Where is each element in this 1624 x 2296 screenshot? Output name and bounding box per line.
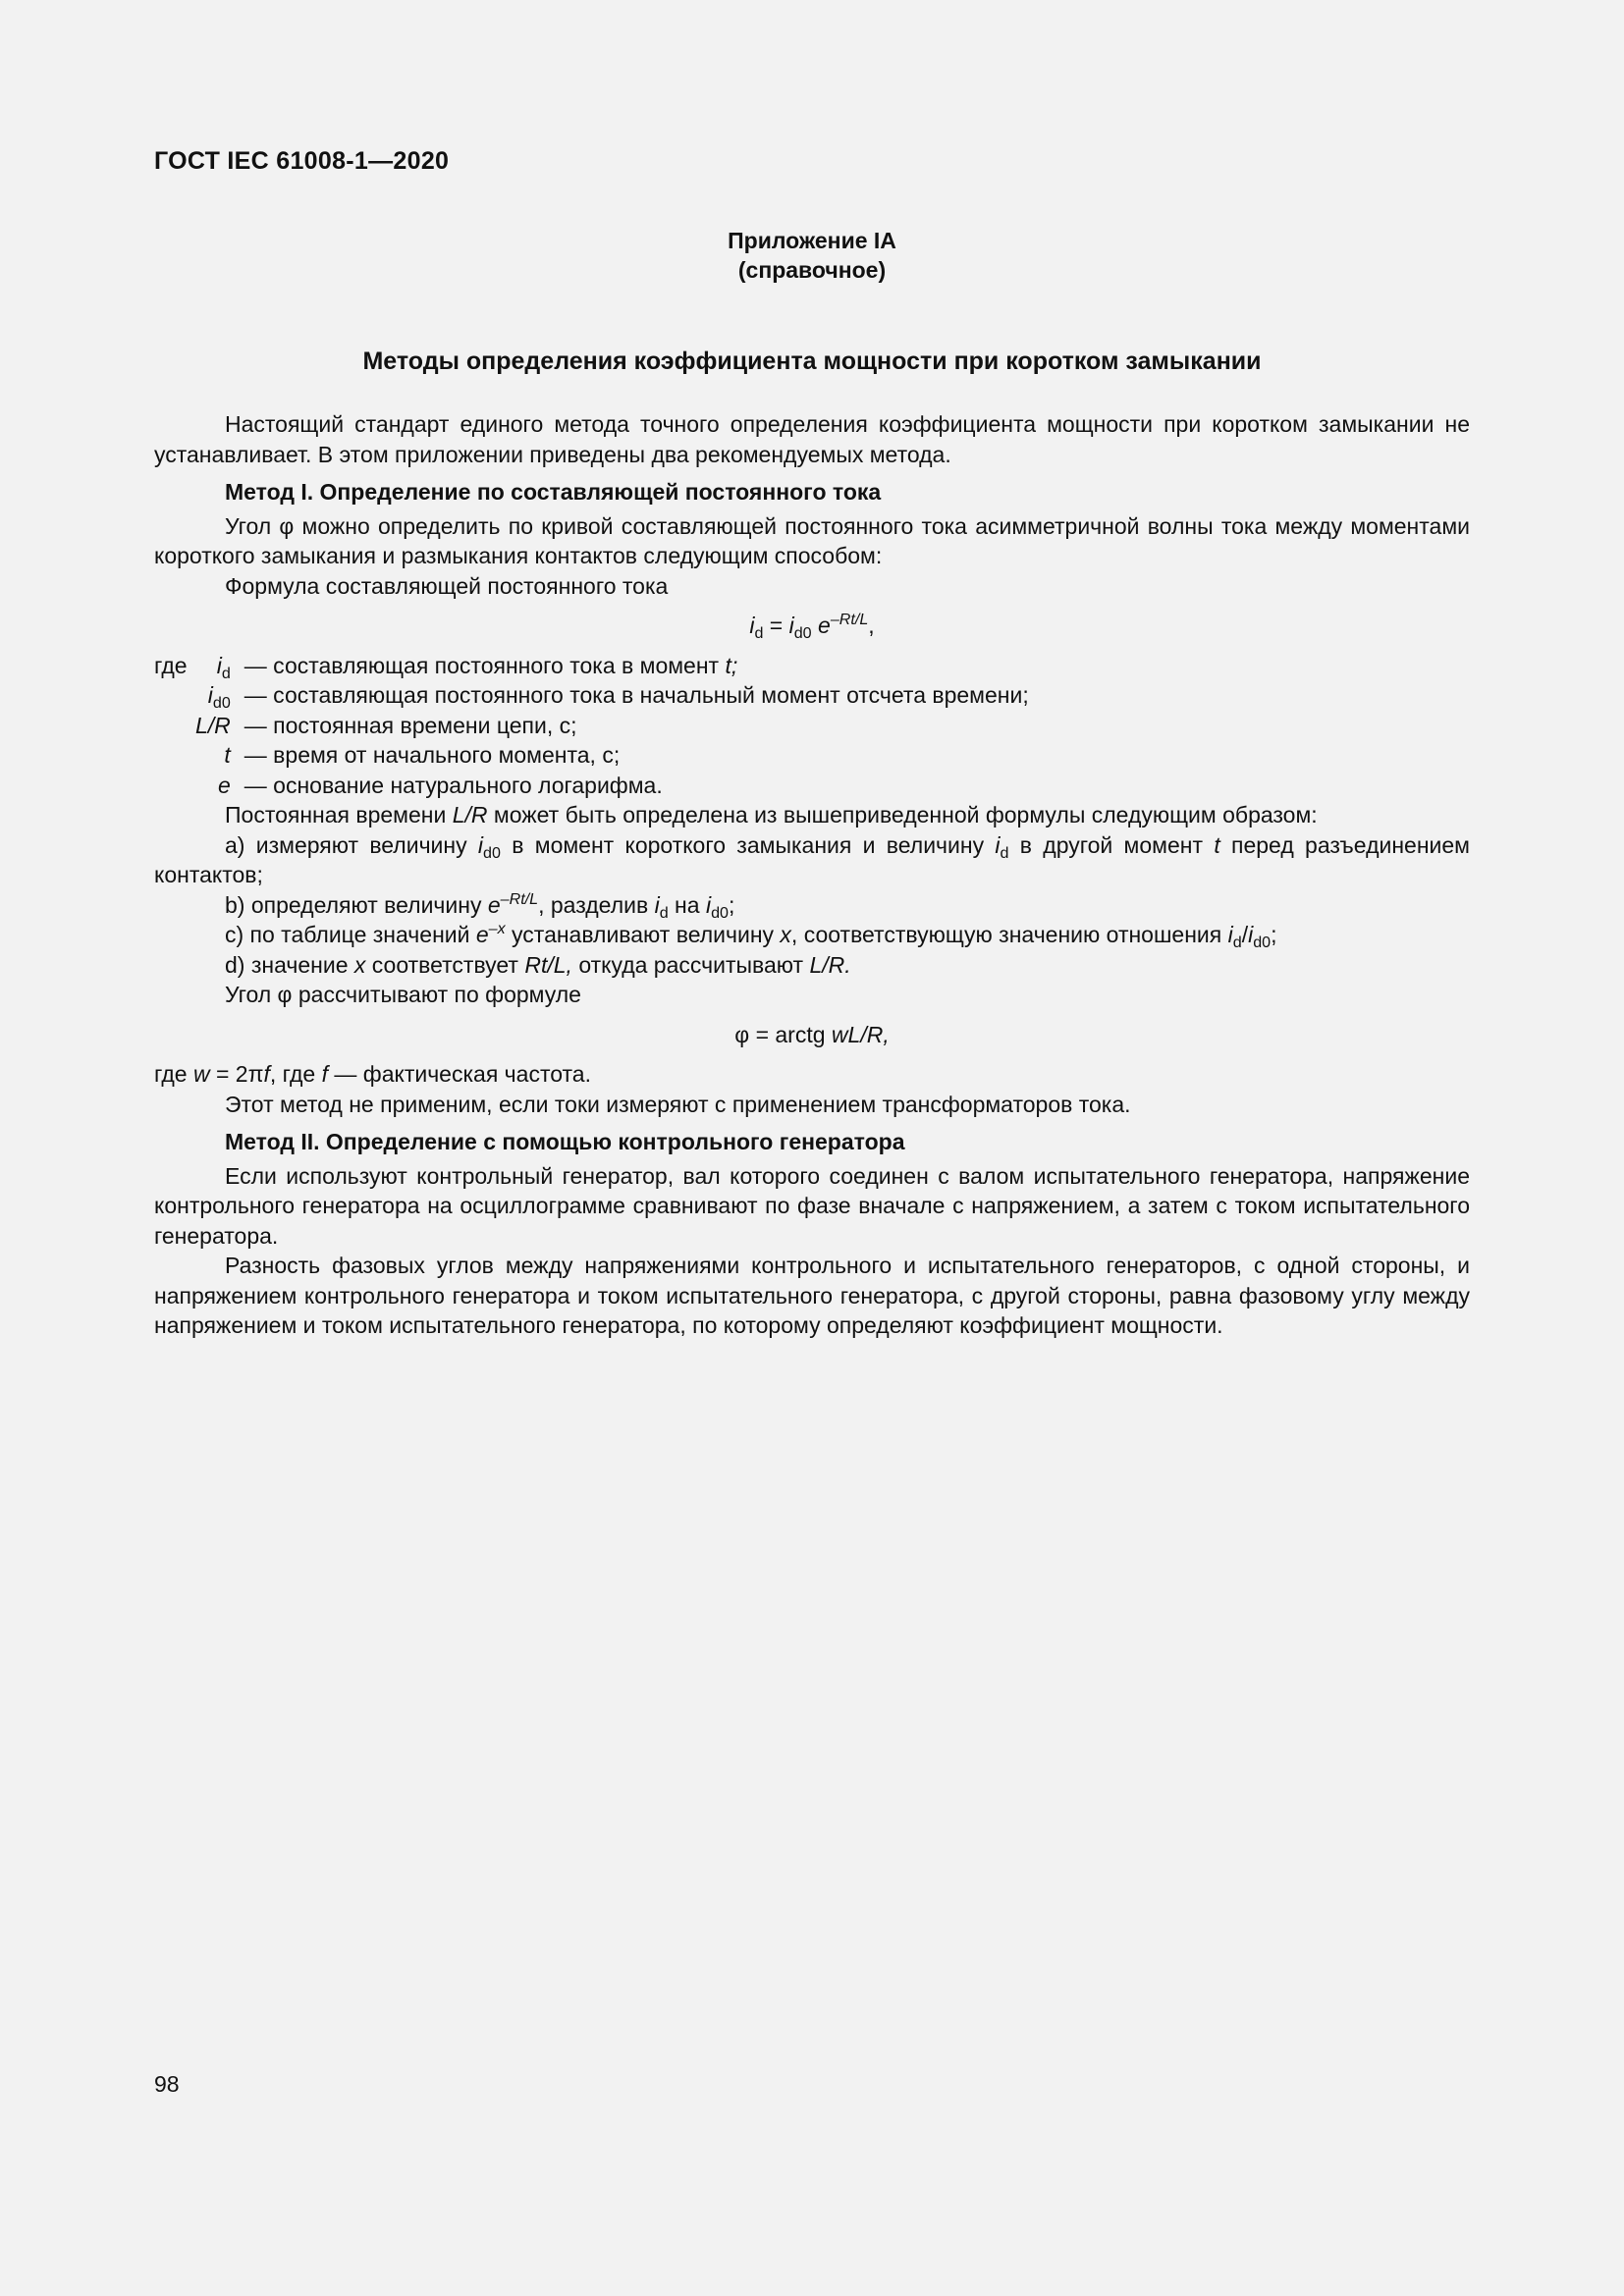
- document-id: ГОСТ IEC 61008-1—2020: [154, 147, 450, 175]
- where-description: — время от начального момента, с;: [244, 742, 621, 768]
- method1-not-applicable: Этот метод не применим, если токи измеряют с применением трансформаторов тока.: [225, 1091, 1131, 1117]
- method1-paragraph-2: Формула составляющей постоянного тока: [225, 572, 669, 599]
- dc-component-formula: $i_d = i_{d0}$ $e^{-Rt/L}$,: [749, 611, 875, 642]
- where-symbol: $i_{d0}$: [207, 682, 231, 712]
- where-word: где: [154, 652, 188, 678]
- step-a: a) измеряют величину $i_{d0}$ в момент короткого замыкания и величину $i_d$ в другой момент t перед разъединением контактов;: [154, 831, 1470, 887]
- where-description: — постоянная времени цепи, с;: [244, 712, 577, 738]
- method1-paragraph-1: Угол φ можно определить по кривой составляющей постоянного тока асимметричной волны тока между моментами короткого замыкания и размыкания контактов следующим способом:: [154, 512, 1470, 568]
- where-symbol: L/R: [195, 712, 231, 738]
- intro-paragraph: Настоящий стандарт единого метода точного определения коэффициента мощности при коротком замыкании не устанавливает. В этом приложении приведены два рекомендуемых метода.: [154, 411, 1470, 467]
- where-description: — составляющая постоянного тока в начальный момент отсчета времени;: [244, 682, 1029, 708]
- step-b: b) определяют величину $e^{-Rt/L}$, разделив $i_d$ на $i_{d0}$;: [225, 889, 735, 922]
- method2-paragraph-2: Разность фазовых углов между напряжениями контрольного и испытательного генераторов, с одной стороны, и напряжением контрольного генератора и током испытательного генератора, с другой стороны, равна фазовому углу между напряжением и током испытательного генератора, по которому определяют коэффициент мощности.: [154, 1253, 1470, 1338]
- where-row: [154, 711, 1029, 741]
- time-constant-paragraph: Постоянная времени L/R может быть определена из вышеприведенной формулы следующим образом:: [225, 802, 1318, 828]
- method1-heading: Метод I. Определение по составляющей постоянного тока: [225, 479, 882, 505]
- where-definitions: [154, 651, 1029, 801]
- where-description: — основание натурального логарифма.: [244, 772, 663, 798]
- where-row: [154, 740, 1029, 771]
- method2-paragraph-1: Если используют контрольный генератор, вал которого соединен с валом испытательного генератора, напряжение контрольного генератора на осциллограмме сравнивают по фазе вначале с напряжением, а затем с током испытательного генератора.: [154, 1162, 1470, 1249]
- where-description: — составляющая постоянного тока в момент t;: [244, 652, 738, 678]
- annex-title: Приложение IA: [728, 228, 896, 253]
- section-title: Методы определения коэффициента мощности при коротком замыкании: [362, 347, 1262, 375]
- body-text: [154, 409, 1470, 1341]
- where-symbol: $i_d$: [216, 652, 231, 682]
- angle-line: Угол φ рассчитывают по формуле: [225, 982, 581, 1007]
- step-c: c) по таблице значений $e^{-x}$ устанавливают величину x, соответствующую значению отношения $i_d/i_{d0}$;: [225, 920, 1277, 951]
- where-row: [154, 651, 1029, 681]
- where-row: [154, 680, 1029, 711]
- where-symbol: t: [224, 742, 231, 768]
- step-d: d) значение x соответствует Rt/L, откуда рассчитывают L/R.: [225, 951, 851, 978]
- frequency-definition: где w = 2πf, где f — фактическая частота.: [154, 1061, 591, 1087]
- annex-kind: (справочное): [737, 257, 887, 283]
- page-number: 98: [154, 2071, 180, 2097]
- angle-formula: φ = arctg wL/R,: [734, 1021, 890, 1047]
- where-row: [154, 771, 1029, 801]
- where-symbol: e: [218, 772, 231, 798]
- method2-heading: Метод II. Определение с помощью контрольного генератора: [225, 1129, 905, 1154]
